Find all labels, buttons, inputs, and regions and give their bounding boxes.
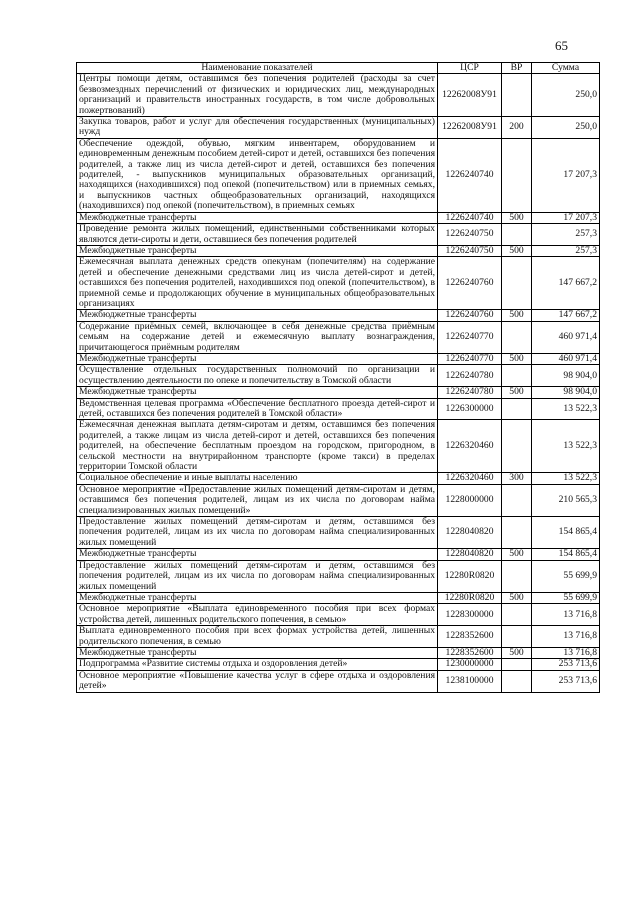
header-sum: Сумма: [532, 63, 600, 74]
row-vr-cell: [502, 138, 532, 212]
row-vr-cell: 500: [502, 592, 532, 603]
row-vr-cell: 500: [502, 310, 532, 321]
row-name-cell: Подпрограмма «Развитие системы отдыха и оздоровления детей»: [77, 659, 438, 670]
row-sum-cell: 13 522,3: [532, 420, 600, 473]
row-code-cell: 1226240750: [438, 224, 502, 246]
row-sum-cell: 253 713,6: [532, 659, 600, 670]
header-code: ЦСР: [438, 63, 502, 74]
row-code-cell: 1228300000: [438, 604, 502, 626]
row-code-cell: 12280R0820: [438, 592, 502, 603]
row-vr-cell: [502, 74, 532, 117]
row-code-cell: 1226240760: [438, 257, 502, 310]
table-row: [77, 321, 600, 353]
row-name-cell: Выплата единовременного пособия при всех формах устройства детей, лишенных родительского попечения, в семью: [77, 626, 438, 648]
row-vr-cell: 500: [502, 212, 532, 223]
row-name-cell: Предоставление жилых помещений детям-сиротам и детям, оставшимся без попечения родителей, лицам из их числа по договорам найма специализированных жилых помещений: [77, 560, 438, 592]
row-code-cell: 1226240770: [438, 321, 502, 353]
row-sum-cell: 98 904,0: [532, 387, 600, 398]
row-vr-cell: 500: [502, 387, 532, 398]
row-sum-cell: 154 865,4: [532, 517, 600, 549]
table-row: [77, 387, 600, 398]
row-vr-cell: 200: [502, 117, 532, 139]
row-code-cell: 1226240770: [438, 353, 502, 364]
row-sum-cell: 98 904,0: [532, 365, 600, 387]
row-name-cell: Основное мероприятие «Выплата единовременного пособия при всех формах устройства детей, лишенных родительского попечения, в семью»: [77, 604, 438, 626]
row-name-cell: Социальное обеспечение и иные выплаты населению: [77, 473, 438, 484]
row-code-cell: 12262008У91: [438, 74, 502, 117]
row-code-cell: 1228000000: [438, 484, 502, 516]
row-code-cell: 1226320460: [438, 473, 502, 484]
row-name-cell: Межбюджетные трансферты: [77, 245, 438, 256]
row-vr-cell: 500: [502, 549, 532, 560]
row-vr-cell: [502, 420, 532, 473]
row-name-cell: Межбюджетные трансферты: [77, 387, 438, 398]
row-vr-cell: 300: [502, 473, 532, 484]
row-name-cell: Межбюджетные трансферты: [77, 353, 438, 364]
table-row: [77, 549, 600, 560]
row-code-cell: 12262008У91: [438, 117, 502, 139]
table-row: [77, 659, 600, 670]
table-row: [77, 517, 600, 549]
table-row: [77, 74, 600, 117]
row-code-cell: 1226320460: [438, 420, 502, 473]
row-code-cell: 1226240780: [438, 365, 502, 387]
row-vr-cell: 500: [502, 353, 532, 364]
row-sum-cell: 55 699,9: [532, 592, 600, 603]
table-row: [77, 592, 600, 603]
row-name-cell: Ежемесячная выплата денежных средств опекунам (попечителям) на содержание детей и обеспечение денежными средствами лиц из числа детей-сирот и детей, оставшихся без попечения родителей, находившихся под опекой (попечительством), в приемной семье и продолжающих обучение в муниципальных общеобразовательных организациях: [77, 257, 438, 310]
row-code-cell: 1226240760: [438, 310, 502, 321]
table-body: [77, 74, 600, 692]
row-vr-cell: 500: [502, 647, 532, 658]
row-name-cell: Межбюджетные трансферты: [77, 549, 438, 560]
table-row: [77, 670, 600, 692]
row-name-cell: Основное мероприятие «Предоставление жилых помещений детям-сиротам и детям, оставшимся без попечения родителей, лицам из их числа по договорам найма специализированных жилых помещений»: [77, 484, 438, 516]
row-vr-cell: [502, 224, 532, 246]
row-sum-cell: 257,3: [532, 245, 600, 256]
table-header-row: [77, 63, 600, 74]
budget-table: [76, 62, 600, 693]
row-vr-cell: 500: [502, 245, 532, 256]
row-name-cell: Межбюджетные трансферты: [77, 212, 438, 223]
row-sum-cell: 13 716,8: [532, 626, 600, 648]
table-row: [77, 484, 600, 516]
row-sum-cell: 147 667,2: [532, 257, 600, 310]
table-row: [77, 398, 600, 420]
row-vr-cell: [502, 604, 532, 626]
table-row: [77, 224, 600, 246]
row-sum-cell: 13 522,3: [532, 398, 600, 420]
row-name-cell: Межбюджетные трансферты: [77, 647, 438, 658]
row-code-cell: 1228040820: [438, 517, 502, 549]
row-name-cell: Проведение ремонта жилых помещений, единственными собственниками которых являются дети-сироты и дети, оставшиеся без попечения родителей: [77, 224, 438, 246]
row-name-cell: Обеспечение одеждой, обувью, мягким инвентарем, оборудованием и единовременным денежным пособием детей-сирот и детей, оставшихся без попечения родителей, а также лиц из числа детей-сирот и детей, оставшихся без попечения родителей, - выпускников муниципальных образовательных организаций, находящихся (находившихся) под опекой (попечительством) или в приемных семьях, и выпускников частных общеобразовательных организаций, находящихся (находившихся) под опекой (попечительством), в приемных семьях: [77, 138, 438, 212]
row-vr-cell: [502, 321, 532, 353]
row-vr-cell: [502, 659, 532, 670]
row-sum-cell: 250,0: [532, 74, 600, 117]
row-code-cell: 12280R0820: [438, 560, 502, 592]
table-row: [77, 560, 600, 592]
row-name-cell: Межбюджетные трансферты: [77, 310, 438, 321]
row-vr-cell: [502, 365, 532, 387]
row-name-cell: Основное мероприятие «Повышение качества услуг в сфере отдыха и оздоровления детей»: [77, 670, 438, 692]
row-vr-cell: [502, 484, 532, 516]
row-sum-cell: 147 667,2: [532, 310, 600, 321]
row-code-cell: 1228352600: [438, 626, 502, 648]
header-name: Наименование показателей: [77, 63, 438, 74]
row-code-cell: 1230000000: [438, 659, 502, 670]
row-name-cell: Осуществление отдельных государственных полномочий по организации и осуществлению деятельности по опеке и попечительству в Томской области: [77, 365, 438, 387]
row-sum-cell: 13 522,3: [532, 473, 600, 484]
table-row: [77, 212, 600, 223]
page-number: 65: [555, 38, 568, 53]
row-sum-cell: 154 865,4: [532, 549, 600, 560]
row-code-cell: 1226240780: [438, 387, 502, 398]
row-name-cell: Предоставление жилых помещений детям-сиротам и детям, оставшимся без попечения родителей, лицам из их числа по договорам найма специализированных жилых помещений: [77, 517, 438, 549]
row-name-cell: Ежемесячная денежная выплата детям-сиротам и детям, оставшимся без попечения родителей, а также лицам из числа детей-сирот и детей, оставшихся без попечения родителей, на обеспечение бесплатным проездом на городском, пригородном, в сельской местности на внутрирайонном транспорте (кроме такси) в пределах территории Томской области: [77, 420, 438, 473]
row-vr-cell: [502, 670, 532, 692]
row-sum-cell: 257,3: [532, 224, 600, 246]
table-row: [77, 117, 600, 139]
row-sum-cell: 17 207,3: [532, 138, 600, 212]
row-name-cell: Содержание приёмных семей, включающее в себя денежные средства приёмным семьям на содержание детей и ежемесячную выплату вознаграждения, причитающегося приёмным родителям: [77, 321, 438, 353]
table-row: [77, 604, 600, 626]
table-row: [77, 353, 600, 364]
row-sum-cell: 210 565,3: [532, 484, 600, 516]
row-code-cell: 1226240740: [438, 212, 502, 223]
table-row: [77, 626, 600, 648]
row-code-cell: 1226300000: [438, 398, 502, 420]
row-code-cell: 1238100000: [438, 670, 502, 692]
row-sum-cell: 13 716,8: [532, 604, 600, 626]
row-name-cell: Центры помощи детям, оставшимся без попечения родителей (расходы за счет безвозмездных перечислений от физических и юридических лиц, международных организаций и правительств иностранных государств, в том числе добровольных пожертвований): [77, 74, 438, 117]
row-sum-cell: 460 971,4: [532, 321, 600, 353]
table-row: [77, 647, 600, 658]
table-row: [77, 245, 600, 256]
row-sum-cell: 253 713,6: [532, 670, 600, 692]
table-row: [77, 420, 600, 473]
row-sum-cell: 250,0: [532, 117, 600, 139]
row-vr-cell: [502, 626, 532, 648]
row-vr-cell: [502, 398, 532, 420]
table-row: [77, 473, 600, 484]
table-row: [77, 257, 600, 310]
row-vr-cell: [502, 257, 532, 310]
row-name-cell: Межбюджетные трансферты: [77, 592, 438, 603]
row-code-cell: 1228040820: [438, 549, 502, 560]
row-name-cell: Закупка товаров, работ и услуг для обеспечения государственных (муниципальных) нужд: [77, 117, 438, 139]
row-vr-cell: [502, 560, 532, 592]
table-row: [77, 310, 600, 321]
row-sum-cell: 460 971,4: [532, 353, 600, 364]
row-name-cell: Ведомственная целевая программа «Обеспечение бесплатного проезда детей-сирот и детей, оставшихся без попечения родителей в Томской области»: [77, 398, 438, 420]
row-code-cell: 1226240750: [438, 245, 502, 256]
row-code-cell: 1228352600: [438, 647, 502, 658]
row-vr-cell: [502, 517, 532, 549]
row-sum-cell: 17 207,3: [532, 212, 600, 223]
header-vr: ВР: [502, 63, 532, 74]
row-sum-cell: 13 716,8: [532, 647, 600, 658]
row-code-cell: 1226240740: [438, 138, 502, 212]
table-row: [77, 365, 600, 387]
table-row: [77, 138, 600, 212]
row-sum-cell: 55 699,9: [532, 560, 600, 592]
